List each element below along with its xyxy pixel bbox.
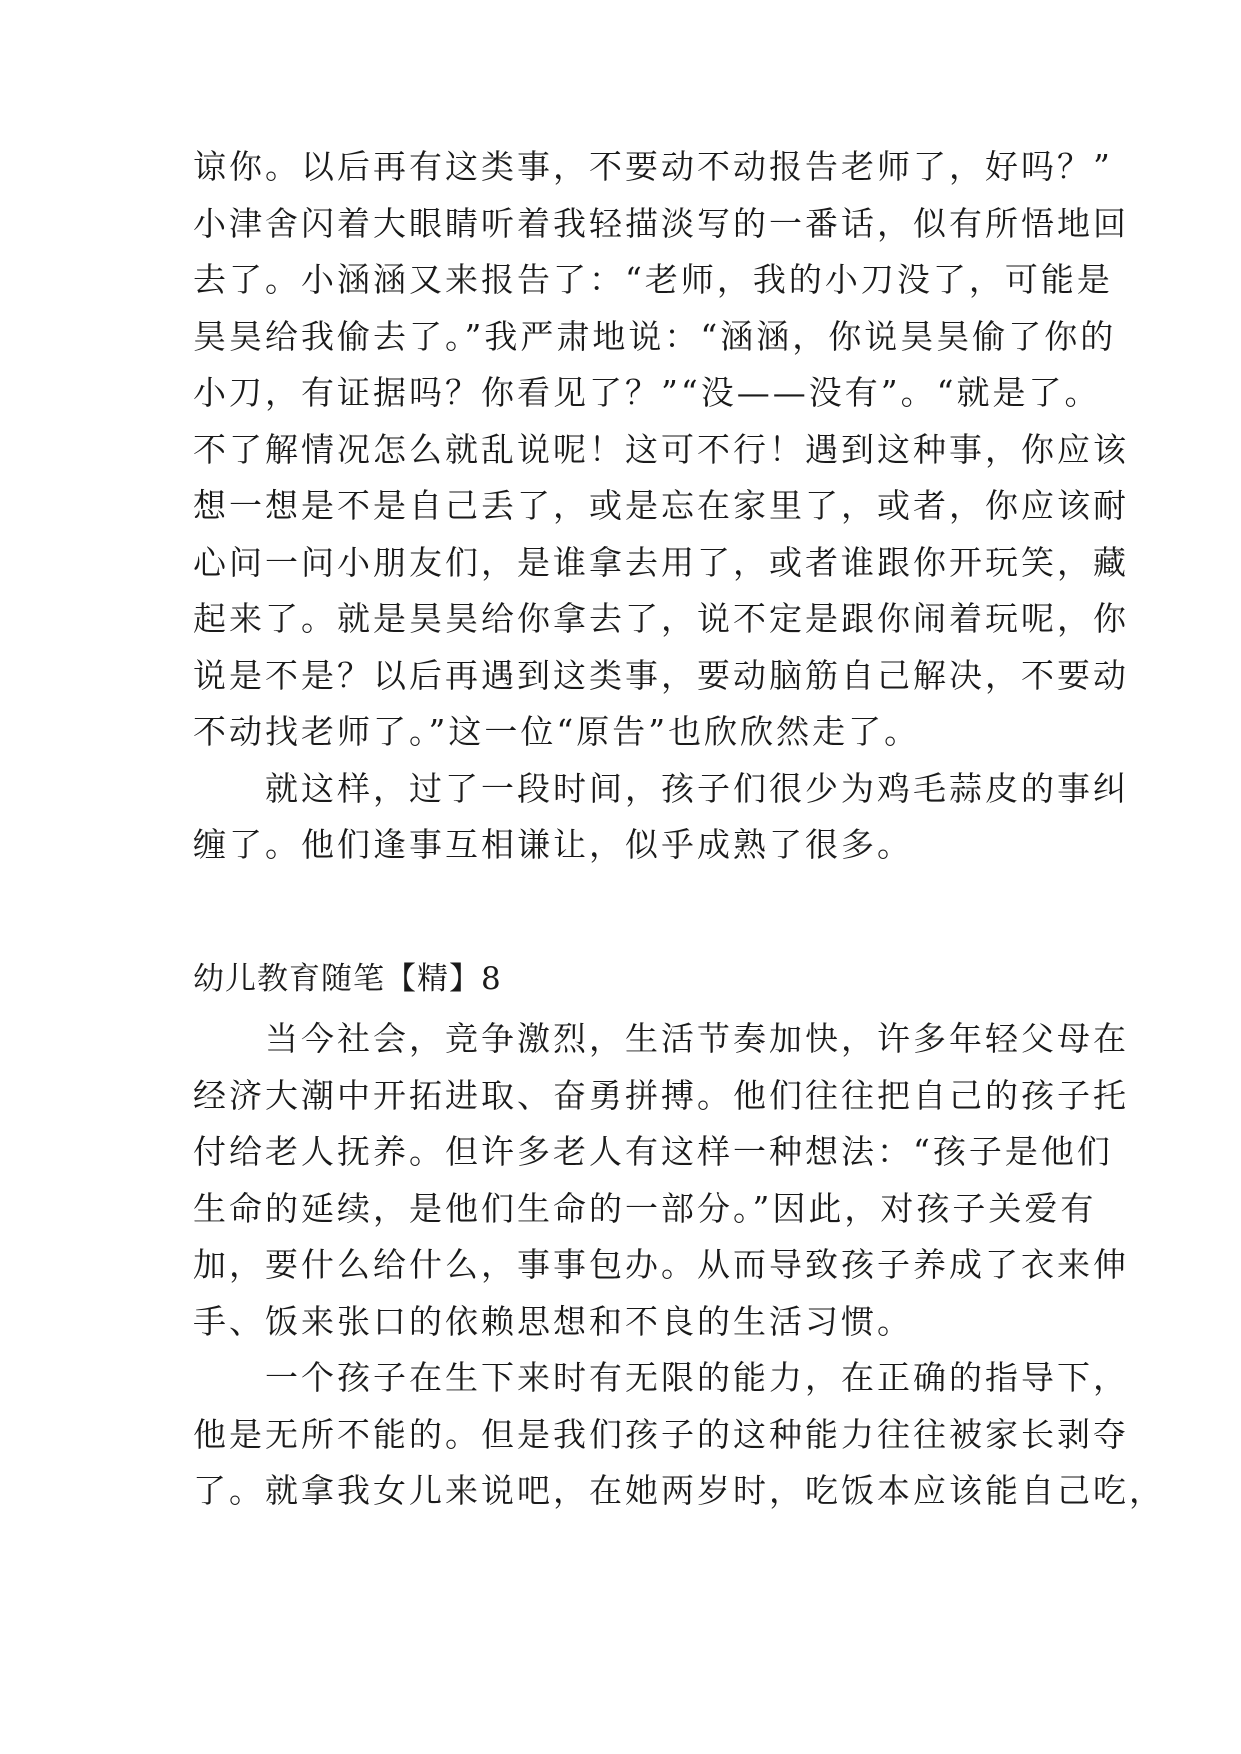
text-line: 谅你。以后再有这类事，不要动不动报告老师了，好吗？” (193, 147, 1113, 186)
text-line: 他是无所不能的。但是我们孩子的这种能力往往被家长剥夺 (193, 1415, 1129, 1454)
text-line: 去了。小涵涵又来报告了：“老师，我的小刀没了，可能是 (193, 260, 1113, 299)
text-line: 生命的延续，是他们生命的一部分。”因此，对孩子关爱有 (193, 1189, 1097, 1228)
text-line: 一个孩子在生下来时有无限的能力，在正确的指导下， (193, 1358, 1129, 1397)
text-line: 当今社会，竞争激烈，生活节奏加快，许多年轻父母在 (193, 1019, 1129, 1058)
section-heading: 幼儿教育随笔【精】8 (193, 961, 502, 997)
text-line: 不了解情况怎么就乱说呢！这可不行！遇到这种事，你应该 (193, 430, 1129, 469)
text-line: 付给老人抚养。但许多老人有这样一种想法：“孩子是他们 (193, 1132, 1113, 1171)
text-line: 心问一问小朋友们，是谁拿去用了，或者谁跟你开玩笑，藏 (193, 543, 1129, 582)
text-line: 昊昊给我偷去了。”我严肃地说：“涵涵，你说昊昊偷了你的 (193, 317, 1117, 356)
text-line: 起来了。就是昊昊给你拿去了，说不定是跟你闹着玩呢，你 (193, 599, 1129, 638)
text-line: 手、饭来张口的依赖思想和不良的生活习惯。 (193, 1302, 913, 1341)
text-line: 缠了。他们逢事互相谦让，似乎成熟了很多。 (193, 825, 913, 864)
text-line: 了。就拿我女儿来说吧，在她两岁时，吃饭本应该能自己吃， (193, 1471, 1165, 1510)
text-line: 想一想是不是自己丢了，或是忘在家里了，或者，你应该耐 (193, 486, 1129, 525)
text-line: 加，要什么给什么，事事包办。从而导致孩子养成了衣来伸 (193, 1245, 1129, 1284)
text-line: 小津舍闪着大眼睛听着我轻描淡写的一番话，似有所悟地回 (193, 204, 1129, 243)
text-line: 说是不是？以后再遇到这类事，要动脑筋自己解决，不要动 (193, 656, 1129, 695)
text-line: 不动找老师了。”这一位“原告”也欣欣然走了。 (193, 712, 921, 751)
text-line: 就这样，过了一段时间，孩子们很少为鸡毛蒜皮的事纠 (193, 769, 1129, 808)
text-line: 经济大潮中开拓进取、奋勇拼搏。他们往往把自己的孩子托 (193, 1076, 1129, 1115)
text-line: 小刀，有证据吗？你看见了？”“没——没有”。“就是了。 (193, 373, 1101, 412)
